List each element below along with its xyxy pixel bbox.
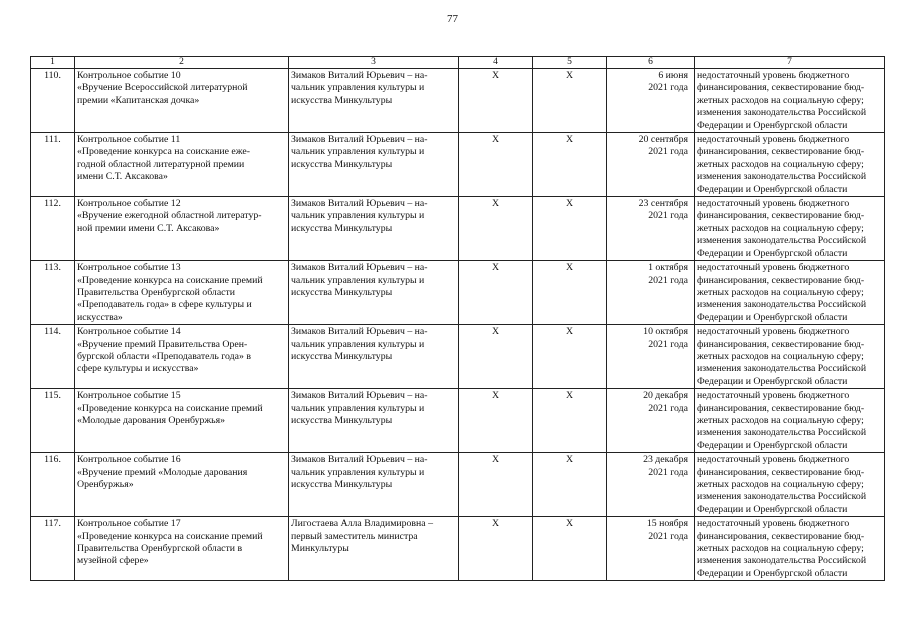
- risk-description-line: Федерации и Оренбургской области: [697, 247, 848, 259]
- responsible-person: [289, 453, 459, 517]
- column-4-mark: Х: [459, 453, 533, 517]
- event-description-line: Контрольное событие 17: [77, 518, 181, 530]
- column-4-mark: Х: [459, 197, 533, 261]
- column-5-mark: Х: [533, 325, 607, 389]
- risk-description-line: Федерации и Оренбургской области: [697, 503, 848, 515]
- responsible-person-line: Зимаков Виталий Юрьевич – на-: [291, 134, 428, 146]
- column-number: 4: [459, 57, 533, 69]
- responsible-person-line: чальник управления культуры и: [291, 402, 425, 414]
- event-date-line: 20 сентября: [638, 134, 688, 146]
- column-5-mark: Х: [533, 453, 607, 517]
- event-description: [75, 261, 289, 325]
- event-description-line: Контрольное событие 10: [77, 70, 181, 81]
- table-row: [31, 69, 885, 133]
- control-events-table: [30, 56, 885, 581]
- column-4-mark: Х: [459, 517, 533, 581]
- responsible-person: [289, 69, 459, 133]
- event-description-line: Оренбуржья»: [77, 479, 134, 490]
- event-description-line: сфере культуры и искусства»: [77, 363, 199, 375]
- responsible-person-line: Зимаков Виталий Юрьевич – на-: [291, 70, 428, 81]
- event-description-line: «Вручение премий Правительства Орен-: [77, 338, 248, 350]
- event-date-line: 2021 года: [648, 530, 688, 542]
- event-description-line: «Проведение конкурса на соискание премий: [77, 274, 263, 286]
- risk-description-line: финансирования, секвестирование бюд-: [697, 530, 865, 542]
- responsible-person-line: Зимаков Виталий Юрьевич – на-: [291, 454, 428, 466]
- event-date-line: 2021 года: [648, 402, 688, 414]
- event-description-line: «Преподаватель года» в сфере культуры и: [77, 299, 252, 311]
- row-number: 117.: [31, 517, 75, 581]
- column-5-mark: Х: [533, 389, 607, 453]
- responsible-person-line: искусства Минкультуры: [291, 350, 393, 362]
- responsible-person: [289, 389, 459, 453]
- table-body: [31, 69, 885, 581]
- risk-description-line: изменения законодательства Российской: [697, 235, 867, 247]
- responsible-person-line: первый заместитель министра: [291, 530, 418, 542]
- responsible-person: [289, 197, 459, 261]
- risk-description-line: изменения законодательства Российской: [697, 363, 867, 375]
- page-number: 77: [447, 13, 458, 25]
- risk-description-line: изменения законодательства Российской: [697, 555, 867, 567]
- risk-description: [695, 325, 885, 389]
- event-date-line: 6 июня: [658, 70, 688, 81]
- risk-description-line: жетных расходов на социальную сферу;: [697, 350, 864, 362]
- event-description-line: Контрольное событие 12: [77, 198, 181, 210]
- responsible-person-line: искусства Минкультуры: [291, 222, 393, 234]
- column-4-mark: Х: [459, 261, 533, 325]
- column-number: 7: [695, 57, 885, 69]
- event-description-line: «Проведение конкурса на соискание премий: [77, 402, 263, 414]
- risk-description-line: жетных расходов на социальную сферу;: [697, 222, 864, 234]
- event-description-line: «Вручение премий «Молодые дарования: [77, 466, 248, 478]
- column-number-row: [31, 57, 885, 69]
- event-date-line: 2021 года: [648, 466, 688, 478]
- row-number: 111.: [31, 133, 75, 197]
- column-number: 1: [31, 57, 75, 69]
- event-description-line: Контрольное событие 15: [77, 390, 181, 402]
- event-description-line: премии «Капитанская дочка»: [77, 94, 200, 106]
- responsible-person-line: Зимаков Виталий Юрьевич – на-: [291, 326, 428, 338]
- row-number: 116.: [31, 453, 75, 517]
- responsible-person-line: искусства Минкультуры: [291, 479, 393, 490]
- event-description-line: Правительства Оренбургской области: [77, 286, 236, 298]
- risk-description-line: финансирования, секвестирование бюд-: [697, 466, 865, 478]
- risk-description-line: финансирования, секвестирование бюд-: [697, 274, 865, 286]
- event-date: [607, 453, 695, 517]
- column-4-mark: Х: [459, 133, 533, 197]
- event-date-line: 20 декабря: [643, 390, 688, 402]
- risk-description-line: Федерации и Оренбургской области: [697, 183, 848, 195]
- event-description: [75, 453, 289, 517]
- risk-description-line: Федерации и Оренбургской области: [697, 311, 848, 323]
- event-description-line: «Проведение конкурса на соискание премий: [77, 530, 263, 542]
- risk-description-line: изменения законодательства Российской: [697, 171, 867, 183]
- event-date-line: 2021 года: [648, 210, 688, 222]
- row-number: 110.: [31, 69, 75, 133]
- risk-description-line: жетных расходов на социальную сферу;: [697, 286, 864, 298]
- event-description-line: бургской области «Преподаватель года» в: [77, 350, 251, 362]
- event-description: [75, 325, 289, 389]
- table-row: [31, 133, 885, 197]
- risk-description-line: недостаточный уровень бюджетного: [697, 518, 850, 530]
- risk-description-line: недостаточный уровень бюджетного: [697, 70, 850, 81]
- risk-description-line: недостаточный уровень бюджетного: [697, 262, 850, 274]
- responsible-person: [289, 133, 459, 197]
- table-row: [31, 197, 885, 261]
- table-row: [31, 325, 885, 389]
- risk-description-line: жетных расходов на социальную сферу;: [697, 94, 864, 106]
- event-date: [607, 517, 695, 581]
- event-description-line: «Вручение Всероссийской литературной: [77, 82, 248, 94]
- event-date-line: 2021 года: [648, 338, 688, 350]
- table-row: [31, 453, 885, 517]
- column-5-mark: Х: [533, 133, 607, 197]
- risk-description-line: Федерации и Оренбургской области: [697, 375, 848, 387]
- risk-description-line: недостаточный уровень бюджетного: [697, 390, 850, 402]
- responsible-person-line: искусства Минкультуры: [291, 414, 393, 426]
- event-date: [607, 197, 695, 261]
- risk-description-line: изменения законодательства Российской: [697, 491, 867, 503]
- risk-description-line: финансирования, секвестирование бюд-: [697, 82, 865, 94]
- risk-description-line: финансирования, секвестирование бюд-: [697, 210, 865, 222]
- responsible-person-line: чальник управления культуры и: [291, 274, 425, 286]
- event-date-line: 1 октября: [648, 262, 688, 274]
- risk-description: [695, 197, 885, 261]
- risk-description-line: жетных расходов на социальную сферу;: [697, 543, 864, 555]
- column-5-mark: Х: [533, 197, 607, 261]
- responsible-person-line: чальник управления культуры и: [291, 82, 425, 94]
- row-number: 112.: [31, 197, 75, 261]
- event-description-line: имени С.Т. Аксакова»: [77, 171, 168, 183]
- risk-description-line: изменения законодательства Российской: [697, 427, 867, 439]
- risk-description-line: Федерации и Оренбургской области: [697, 439, 848, 451]
- responsible-person-line: искусства Минкультуры: [291, 158, 393, 170]
- event-date-line: 10 октября: [643, 326, 688, 338]
- event-description-line: Контрольное событие 16: [77, 454, 181, 466]
- column-4-mark: Х: [459, 389, 533, 453]
- event-date-line: 23 декабря: [643, 454, 688, 466]
- column-5-mark: Х: [533, 69, 607, 133]
- risk-description-line: Федерации и Оренбургской области: [697, 567, 848, 579]
- event-description-line: «Вручение ежегодной областной литератур-: [77, 210, 262, 222]
- risk-description-line: недостаточный уровень бюджетного: [697, 326, 850, 338]
- event-date-line: 15 ноября: [646, 518, 688, 530]
- column-number: 5: [533, 57, 607, 69]
- event-description: [75, 69, 289, 133]
- event-date-line: 2021 года: [648, 274, 688, 286]
- risk-description-line: изменения законодательства Российской: [697, 299, 867, 311]
- responsible-person: [289, 325, 459, 389]
- responsible-person: [289, 261, 459, 325]
- column-number: 3: [289, 57, 459, 69]
- risk-description-line: финансирования, секвестирование бюд-: [697, 338, 865, 350]
- responsible-person-line: искусства Минкультуры: [291, 286, 393, 298]
- responsible-person: [289, 517, 459, 581]
- column-number: 2: [75, 57, 289, 69]
- event-date-line: 23 сентября: [638, 198, 688, 210]
- risk-description-line: недостаточный уровень бюджетного: [697, 134, 850, 146]
- column-4-mark: Х: [459, 69, 533, 133]
- column-5-mark: Х: [533, 261, 607, 325]
- event-description: [75, 517, 289, 581]
- column-4-mark: Х: [459, 325, 533, 389]
- risk-description: [695, 453, 885, 517]
- column-5-mark: Х: [533, 517, 607, 581]
- risk-description: [695, 389, 885, 453]
- risk-description-line: жетных расходов на социальную сферу;: [697, 479, 864, 490]
- table-row: [31, 389, 885, 453]
- event-description: [75, 389, 289, 453]
- event-date: [607, 69, 695, 133]
- event-description: [75, 197, 289, 261]
- risk-description-line: изменения законодательства Российской: [697, 107, 867, 119]
- responsible-person-line: Зимаков Виталий Юрьевич – на-: [291, 198, 428, 210]
- event-date-line: 2021 года: [648, 82, 688, 94]
- event-date: [607, 325, 695, 389]
- responsible-person-line: Зимаков Виталий Юрьевич – на-: [291, 390, 428, 402]
- risk-description: [695, 261, 885, 325]
- risk-description-line: жетных расходов на социальную сферу;: [697, 414, 864, 426]
- event-date: [607, 133, 695, 197]
- column-number: 6: [607, 57, 695, 69]
- event-date: [607, 389, 695, 453]
- responsible-person-line: чальник управления культуры и: [291, 466, 425, 478]
- responsible-person-line: искусства Минкультуры: [291, 94, 393, 106]
- event-description-line: искусства»: [77, 311, 123, 323]
- event-description-line: «Проведение конкурса на соискание еже-: [77, 146, 250, 158]
- event-description-line: Контрольное событие 14: [77, 326, 181, 338]
- responsible-person-line: Зимаков Виталий Юрьевич – на-: [291, 262, 428, 274]
- risk-description-line: финансирования, секвестирование бюд-: [697, 402, 865, 414]
- event-description-line: ной премии имени С.Т. Аксакова»: [77, 222, 220, 234]
- risk-description: [695, 517, 885, 581]
- event-description-line: Контрольное событие 11: [77, 134, 181, 146]
- table-row: [31, 517, 885, 581]
- event-description-line: годной областной литературной премии: [77, 158, 245, 170]
- event-description-line: «Молодые дарования Оренбуржья»: [77, 414, 226, 426]
- table-row: [31, 261, 885, 325]
- risk-description: [695, 133, 885, 197]
- row-number: 115.: [31, 389, 75, 453]
- risk-description: [695, 69, 885, 133]
- risk-description-line: Федерации и Оренбургской области: [697, 119, 848, 131]
- event-description-line: Контрольное событие 13: [77, 262, 181, 274]
- event-description-line: музейной сфере»: [77, 555, 149, 567]
- event-description: [75, 133, 289, 197]
- responsible-person-line: чальник управления культуры и: [291, 146, 425, 158]
- event-description-line: Правительства Оренбургской области в: [77, 543, 243, 555]
- event-date-line: 2021 года: [648, 146, 688, 158]
- risk-description-line: недостаточный уровень бюджетного: [697, 454, 850, 466]
- risk-description-line: финансирования, секвестирование бюд-: [697, 146, 865, 158]
- responsible-person-line: чальник управления культуры и: [291, 338, 425, 350]
- row-number: 113.: [31, 261, 75, 325]
- risk-description-line: жетных расходов на социальную сферу;: [697, 158, 864, 170]
- risk-description-line: недостаточный уровень бюджетного: [697, 198, 850, 210]
- responsible-person-line: Лигостаева Алла Владимировна –: [291, 518, 433, 530]
- event-date: [607, 261, 695, 325]
- responsible-person-line: чальник управления культуры и: [291, 210, 425, 222]
- responsible-person-line: Минкультуры: [291, 543, 349, 555]
- row-number: 114.: [31, 325, 75, 389]
